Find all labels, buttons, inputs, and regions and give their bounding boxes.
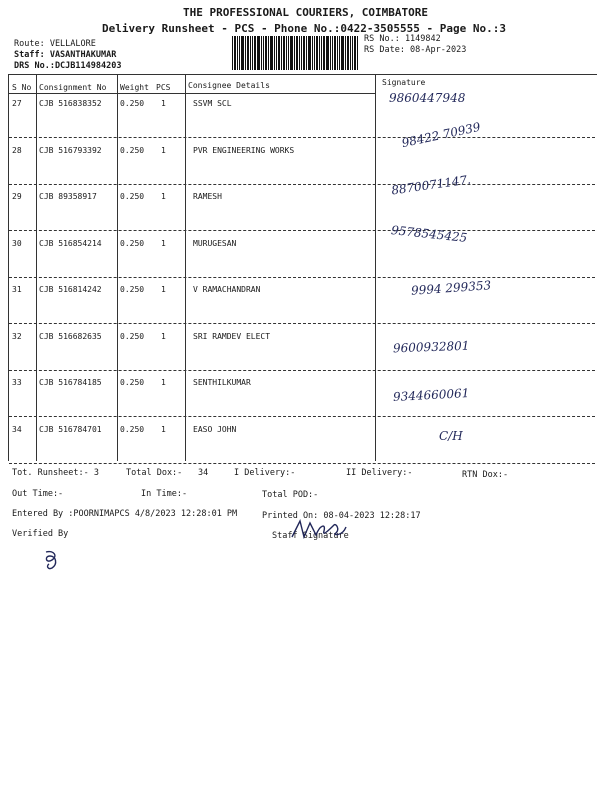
col-header-pcs: PCS: [156, 83, 171, 92]
col-divider: [117, 75, 118, 461]
staff-signature-label: Staff Signature: [272, 531, 349, 541]
verifier-initials: [40, 548, 64, 572]
row-consignee: MURUGESAN: [193, 238, 237, 248]
staff-label: Staff: VASANTHAKUMAR: [14, 50, 117, 60]
row-weight: 0.250: [120, 192, 145, 201]
row-separator: [9, 184, 595, 185]
staff-signature-scribble: [290, 515, 350, 545]
row-weight: 0.250: [120, 285, 145, 294]
col-header-weight: Weight: [120, 83, 149, 92]
in-time: In Time:-: [141, 489, 188, 499]
row-signature: 9860447948: [389, 91, 466, 105]
row-separator: [9, 463, 595, 464]
out-time: Out Time:-: [12, 489, 64, 499]
row-consignment-no: CJB 516793392: [39, 145, 102, 155]
col-header-sno: S No: [12, 83, 32, 92]
total-pod: Total POD:-: [262, 490, 319, 500]
rs-number: RS No.: 1149842: [364, 34, 441, 44]
ii-delivery: II Delivery:-: [346, 468, 413, 478]
row-weight: 0.250: [120, 331, 145, 341]
row-consignee: SSVM SCL: [193, 99, 232, 108]
entered-by: Entered By :POORNIMAPCS 4/8/2023 12:28:01 PM: [12, 509, 238, 519]
row-consignment-no: CJB 516784185: [39, 378, 102, 387]
runsheet-subtitle: Delivery Runsheet - PCS - Phone No.:0422-3505555 - Page No.:3: [102, 22, 506, 35]
i-delivery: I Delivery:-: [234, 468, 296, 478]
row-separator: [9, 137, 595, 138]
row-weight: 0.250: [120, 378, 145, 387]
row-sno: 33: [12, 378, 22, 387]
row-signature: 9344660061: [392, 386, 470, 404]
col-divider: [185, 75, 186, 461]
runsheet-table: [8, 74, 597, 461]
row-consignee: SENTHILKUMAR: [193, 378, 251, 387]
row-separator: [9, 416, 595, 417]
row-sno: 31: [12, 285, 22, 294]
row-separator: [9, 277, 595, 278]
col-divider: [375, 75, 376, 461]
row-sno: 27: [12, 99, 22, 108]
row-sno: 28: [12, 145, 22, 155]
drs-number: DRS No.:DCJB114984203: [14, 61, 122, 71]
printed-on: Printed On: 08-04-2023 12:28:17: [262, 511, 421, 521]
row-separator: [9, 323, 595, 324]
col-header-signature: Signature: [382, 78, 426, 87]
row-signature: 9600932801: [392, 338, 470, 355]
route-label: Route: VELLALORE: [14, 39, 96, 49]
row-pcs: 1: [161, 424, 166, 434]
total-dox-label: Total Dox:-: [126, 468, 183, 478]
row-consignee: PVR ENGINEERING WORKS: [193, 145, 295, 155]
total-dox-value: 34: [198, 468, 209, 478]
row-pcs: 1: [161, 285, 166, 294]
row-separator: [9, 370, 595, 371]
rs-date: RS Date: 08-Apr-2023: [364, 45, 467, 55]
row-sno: 29: [12, 192, 22, 201]
row-consignment-no: CJB 516784701: [39, 424, 102, 434]
row-separator: [9, 230, 595, 231]
row-consignee: V RAMACHANDRAN: [193, 285, 261, 294]
row-consignee: RAMESH: [193, 192, 222, 201]
drs-barcode: [232, 36, 360, 70]
row-pcs: 1: [161, 99, 166, 108]
tot-runsheet: Tot. Runsheet:- 3: [12, 468, 99, 478]
verified-by: Verified By: [12, 529, 69, 539]
row-pcs: 1: [161, 378, 166, 387]
row-signature: C/H: [439, 428, 463, 443]
row-consignment-no: CJB 516814242: [39, 285, 102, 294]
row-weight: 0.250: [120, 238, 145, 248]
row-sno: 30: [12, 238, 22, 248]
row-pcs: 1: [161, 238, 166, 248]
row-weight: 0.250: [120, 424, 145, 434]
col-header-consignment: Consignment No: [39, 83, 107, 92]
row-consignment-no: CJB 516854214: [39, 238, 102, 248]
row-signature: 9994 299353: [410, 278, 492, 298]
row-sno: 32: [12, 331, 22, 341]
row-pcs: 1: [161, 331, 166, 341]
row-pcs: 1: [161, 145, 166, 155]
row-signature: 8870071147.: [390, 172, 472, 198]
col-header-consignee: Consignee Details: [188, 81, 270, 90]
row-signature: 9578545425: [390, 222, 468, 245]
rtn-dox: RTN Dox:-: [462, 470, 509, 480]
row-consignee: SRI RAMDEV ELECT: [193, 331, 271, 341]
row-consignment-no: CJB 516838352: [39, 99, 102, 108]
header-rule: [9, 93, 375, 94]
row-consignment-no: CJB 89358917: [39, 192, 97, 201]
row-weight: 0.250: [120, 145, 145, 155]
row-consignment-no: CJB 516682635: [39, 331, 102, 341]
row-consignee: EASO JOHN: [193, 424, 237, 434]
company-title: THE PROFESSIONAL COURIERS, COIMBATORE: [183, 6, 429, 19]
row-sno: 34: [12, 424, 22, 434]
row-weight: 0.250: [120, 99, 145, 108]
col-divider: [36, 75, 37, 461]
row-signature: 98422 70939: [400, 119, 482, 150]
row-pcs: 1: [161, 192, 166, 201]
